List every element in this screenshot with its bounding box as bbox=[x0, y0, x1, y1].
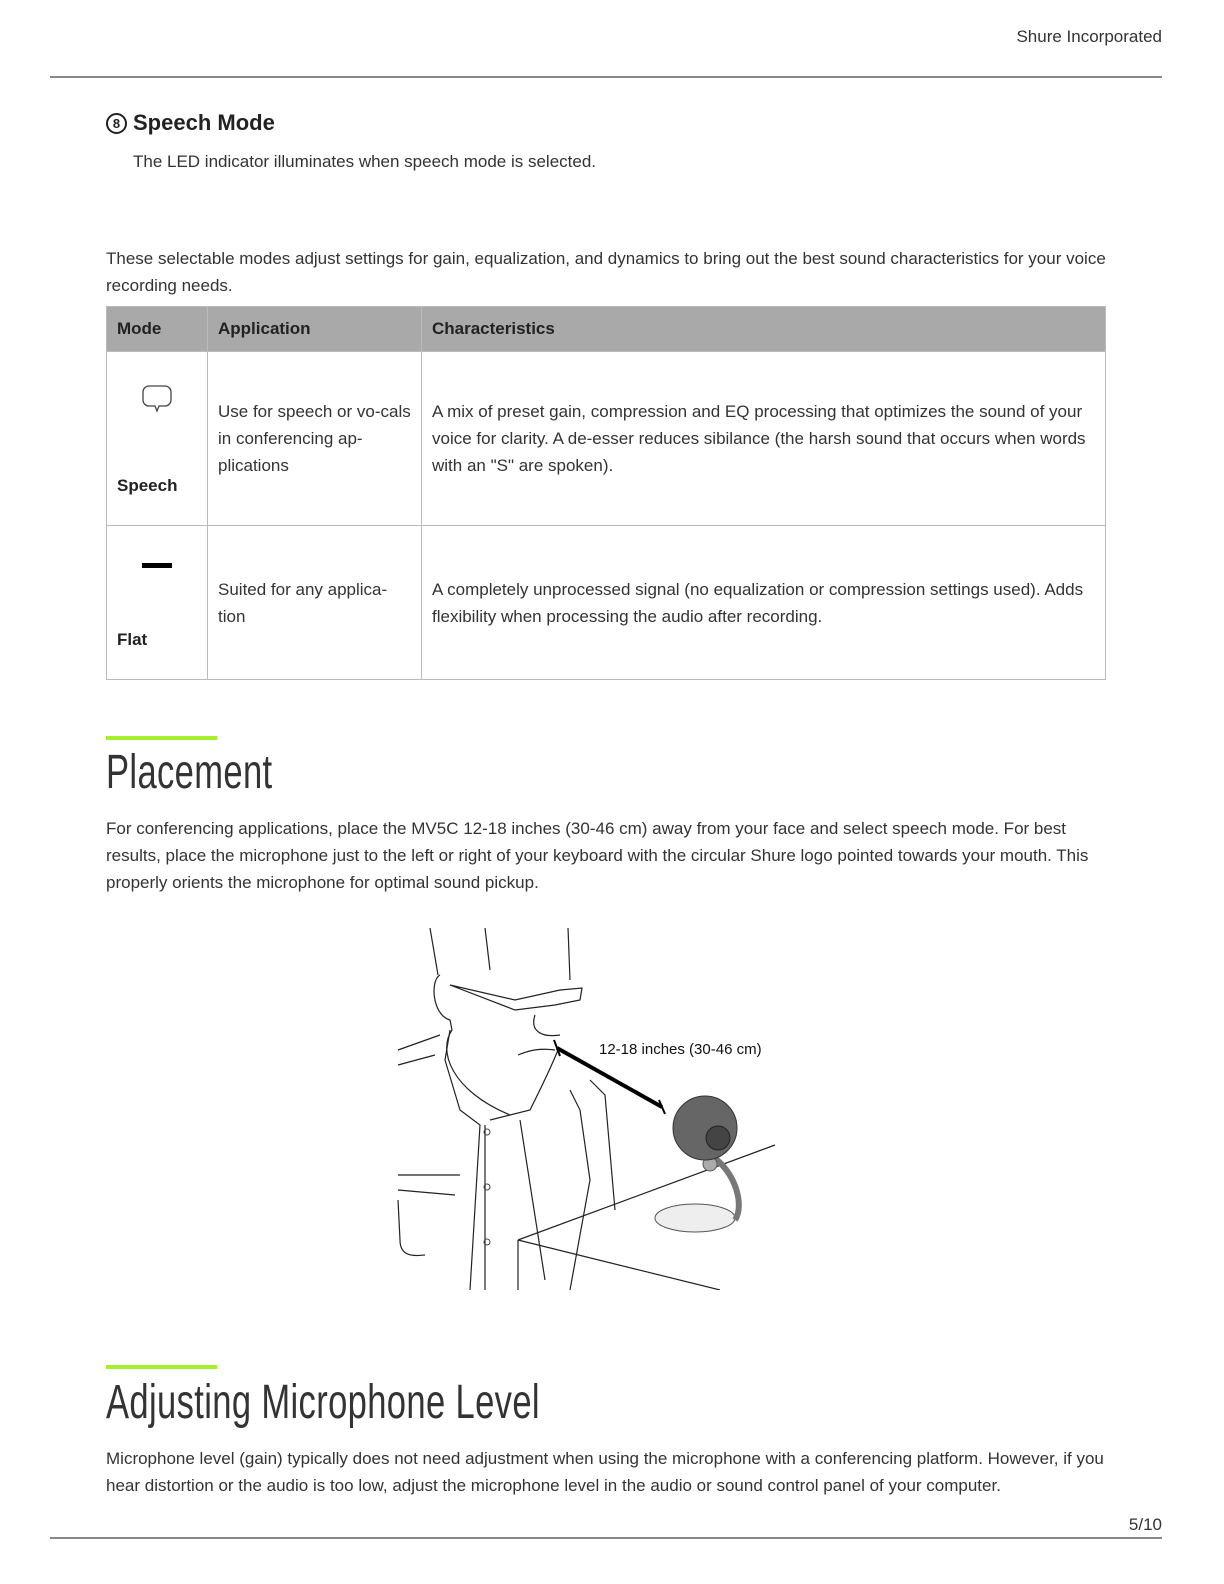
header-divider bbox=[50, 76, 1162, 78]
modes-table bbox=[106, 306, 1106, 680]
number-8-icon: 8 bbox=[106, 113, 127, 134]
characteristics-cell: A mix of preset gain, compression and EQ processing that optimizes the sound of your voice for clarity. A de-esser reduces sibilance (the harsh sound that occurs when words with an "S" are spoken). bbox=[422, 352, 1106, 526]
placement-illustration bbox=[390, 920, 790, 1290]
application-cell: Suited for any applica-tion bbox=[208, 526, 422, 680]
speech-bubble-icon bbox=[141, 384, 173, 420]
mode-label: Speech bbox=[117, 476, 178, 495]
table-row bbox=[107, 526, 1106, 680]
characteristics-cell: A completely unprocessed signal (no equalization or compression settings used). Adds flexibility when processing the audio after recording. bbox=[422, 526, 1106, 680]
page-number: 5/10 bbox=[1128, 1515, 1162, 1534]
adjusting-body: Microphone level (gain) typically does not need adjustment when using the microphone with a conferencing platform. However, if you hear distortion or the audio is too low, adjust the microphone level in the audio or sound control panel of your computer. bbox=[106, 1449, 1104, 1495]
speech-mode-heading bbox=[106, 110, 275, 136]
section-accent-bar bbox=[106, 1365, 217, 1369]
table-row bbox=[107, 352, 1106, 526]
flat-line-icon bbox=[142, 563, 172, 568]
speech-mode-description: The LED indicator illuminates when speech mode is selected. bbox=[133, 152, 597, 171]
footer-divider bbox=[50, 1537, 1162, 1539]
adjusting-heading: Adjusting Microphone Level bbox=[106, 1376, 540, 1429]
mode-cell bbox=[107, 526, 208, 680]
placement-heading: Placement bbox=[106, 746, 273, 799]
col-mode: Mode bbox=[107, 307, 208, 352]
table-header-row bbox=[107, 307, 1106, 352]
header-company: Shure Incorporated bbox=[1016, 27, 1162, 46]
speech-mode-title: Speech Mode bbox=[133, 110, 275, 135]
application-cell: Use for speech or vo-cals in conferencing ap-plications bbox=[208, 352, 422, 526]
modes-intro: These selectable modes adjust settings for gain, equalization, and dynamics to bring out the best sound characteristics for your voice recording needs. bbox=[106, 249, 1106, 295]
mode-label: Flat bbox=[117, 630, 148, 649]
col-characteristics: Characteristics bbox=[422, 307, 1106, 352]
col-application: Application bbox=[208, 307, 422, 352]
distance-label: 12-18 inches (30-46 cm) bbox=[599, 1041, 762, 1058]
section-accent-bar bbox=[106, 736, 217, 740]
mode-cell bbox=[107, 352, 208, 526]
placement-body: For conferencing applications, place the MV5C 12-18 inches (30-46 cm) away from your face and select speech mode. For best results, place the microphone just to the left or right of your keyboard with the circular Shure logo pointed towards your mouth. This properly orients the microphone for optimal sound pickup. bbox=[106, 819, 1089, 892]
